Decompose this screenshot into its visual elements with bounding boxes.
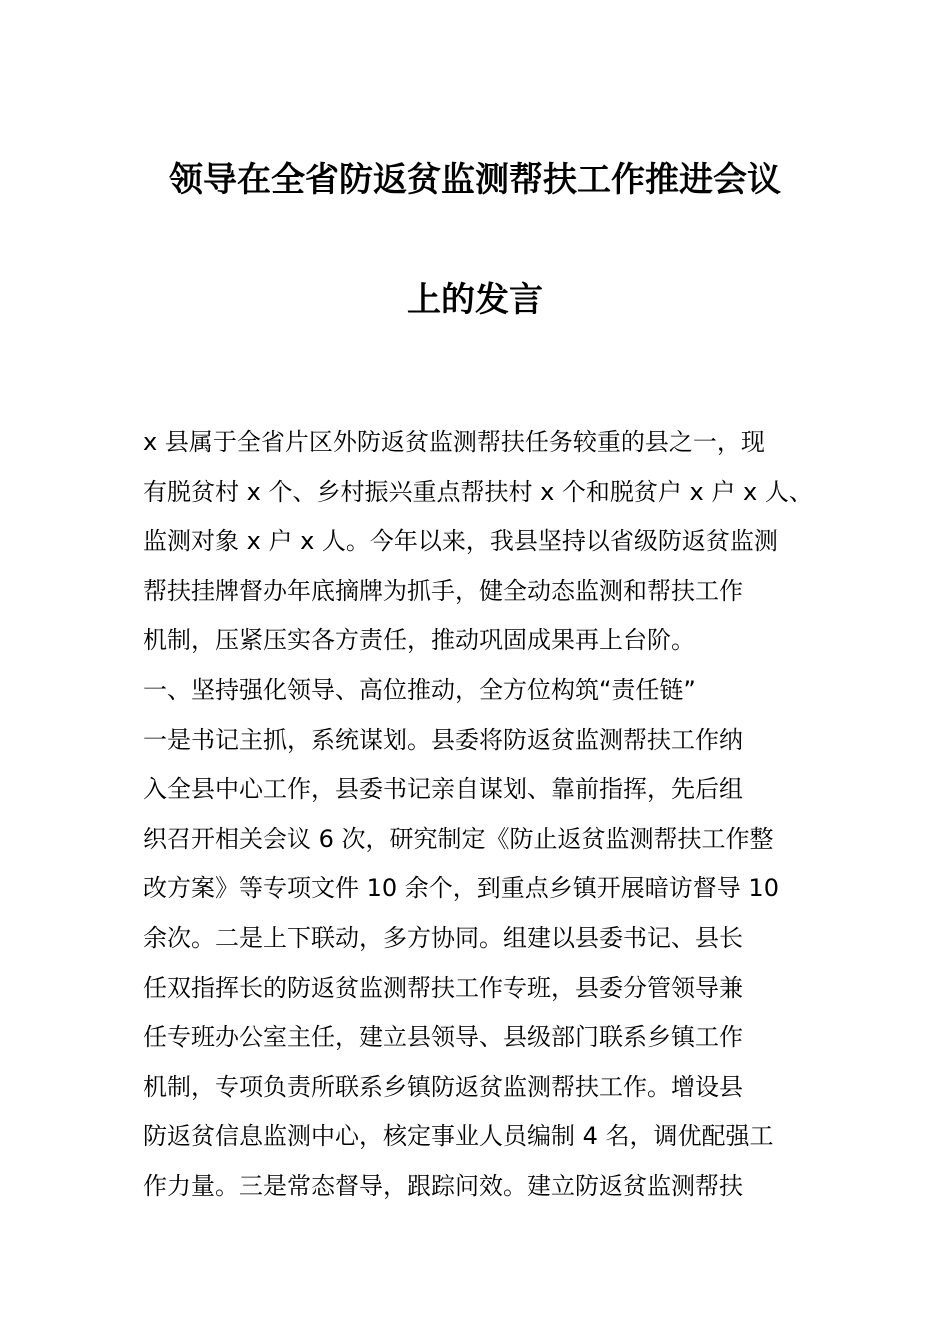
body-line: 织召开相关会议 6 次，研究制定《防止返贫监测帮扶工作整 xyxy=(143,824,774,853)
document-title-line-1: 领导在全省防返贫监测帮扶工作推进会议 xyxy=(169,160,781,200)
body-line: 余次。二是上下联动，多方协同。组建以县委书记、县长 xyxy=(143,923,743,952)
body-line: 机制，专项负责所联系乡镇防返贫监测帮扶工作。增设县 xyxy=(143,1072,743,1101)
body-line: x 县属于全省片区外防返贫监测帮扶任务较重的县之一，现 xyxy=(143,428,765,456)
document-body xyxy=(143,418,823,1212)
body-line: 有脱贫村 x 个、乡村振兴重点帮扶村 x 个和脱贫户 x 户 x 人、 xyxy=(143,477,813,506)
section-heading: 一、坚持强化领导、高位推动，全方位构筑“责任链” xyxy=(143,675,696,704)
body-line: 作力量。三是常态督导，跟踪问效。建立防返贫监测帮扶 xyxy=(143,1171,743,1200)
body-line: 机制，压紧压实各方责任，推动巩固成果再上台阶。 xyxy=(143,626,695,655)
body-line: 任专班办公室主任，建立县领导、县级部门联系乡镇工作 xyxy=(143,1023,743,1052)
document-title-line-2: 上的发言 xyxy=(407,280,543,320)
body-line: 一是书记主抓，系统谋划。县委将防返贫监测帮扶工作纳 xyxy=(143,725,743,754)
body-line: 任双指挥长的防返贫监测帮扶工作专班，县委分管领导兼 xyxy=(143,973,743,1002)
body-line: 改方案》等专项文件 10 余个，到重点乡镇开展暗访督导 10 xyxy=(143,874,779,903)
body-line: 监测对象 x 户 x 人。今年以来，我县坚持以省级防返贫监测 xyxy=(143,527,778,556)
body-line: 入全县中心工作，县委书记亲自谋划、靠前指挥，先后组 xyxy=(143,775,743,804)
body-line: 帮扶挂牌督办年底摘牌为抓手，健全动态监测和帮扶工作 xyxy=(143,576,743,605)
body-line: 防返贫信息监测中心，核定事业人员编制 4 名，调优配强工 xyxy=(143,1122,774,1151)
